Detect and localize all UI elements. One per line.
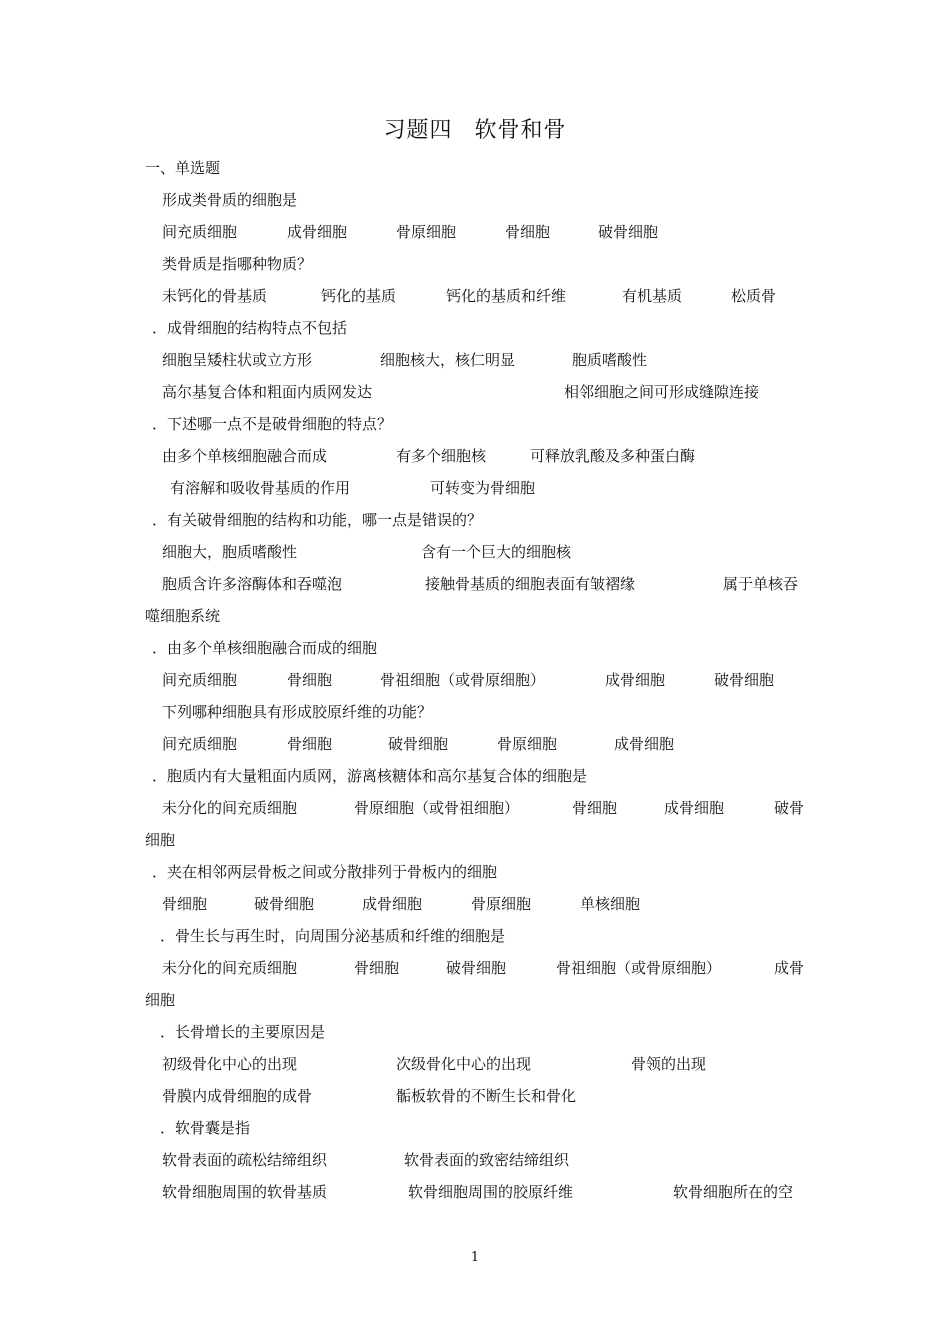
option: 次级骨化中心的出现 xyxy=(396,1055,532,1073)
option: 骨原细胞 xyxy=(396,223,457,241)
option: 有多个细胞核 xyxy=(396,447,487,465)
option: 初级骨化中心的出现 xyxy=(162,1055,298,1073)
option: 成骨细胞 xyxy=(664,799,725,817)
option: 间充质细胞 xyxy=(162,671,238,689)
question-stem: ．有关破骨细胞的结构和功能，哪一点是错误的？ xyxy=(152,511,483,529)
option-continuation: 噬细胞系统 xyxy=(145,607,221,625)
option: 胞质嗜酸性 xyxy=(572,351,648,369)
option: 骨细胞 xyxy=(287,735,333,753)
option: 骨祖细胞（或骨原细胞） xyxy=(556,959,722,977)
option: 成骨细胞 xyxy=(605,671,666,689)
option-continuation: 细胞 xyxy=(145,831,176,849)
page-number: 1 xyxy=(470,1250,480,1265)
option: 骨祖细胞（或骨原细胞） xyxy=(380,671,546,689)
option: 有机基质 xyxy=(622,287,683,305)
option: 骨细胞 xyxy=(354,959,400,977)
question-stem: ．夹在相邻两层骨板之间或分散排列于骨板内的细胞 xyxy=(152,863,498,881)
option: 骨细胞 xyxy=(505,223,551,241)
option: 破骨细胞 xyxy=(254,895,315,913)
option: 骨细胞 xyxy=(287,671,333,689)
option: 细胞呈矮柱状或立方形 xyxy=(162,351,313,369)
question-stem: ．由多个单核细胞融合而成的细胞 xyxy=(152,639,378,657)
option: 钙化的基质和纤维 xyxy=(446,287,567,305)
option: 成骨细胞 xyxy=(287,223,348,241)
option: 软骨表面的致密结缔组织 xyxy=(404,1151,570,1169)
option: 钙化的基质 xyxy=(321,287,397,305)
title-part-1: 习题四 xyxy=(383,118,453,143)
option: 可释放乳酸及多种蛋白酶 xyxy=(530,447,696,465)
option: 单核细胞 xyxy=(580,895,641,913)
page-title xyxy=(0,113,950,144)
option: 骨膜内成骨细胞的成骨 xyxy=(162,1087,313,1105)
option: 成骨细胞 xyxy=(614,735,675,753)
question-stem: 下列哪种细胞具有形成胶原纤维的功能？ xyxy=(162,703,433,721)
option: 软骨细胞周围的软骨基质 xyxy=(162,1183,328,1201)
option: 可转变为骨细胞 xyxy=(430,479,536,497)
option: 成骨细胞 xyxy=(362,895,423,913)
option: 破骨细胞 xyxy=(446,959,507,977)
option: 破骨细胞 xyxy=(598,223,659,241)
option: 破骨细胞 xyxy=(388,735,449,753)
option: 属于单核吞 xyxy=(723,575,799,593)
option: 未分化的间充质细胞 xyxy=(162,799,298,817)
option: 骨原细胞（或骨祖细胞） xyxy=(354,799,520,817)
option: 未钙化的骨基质 xyxy=(162,287,268,305)
option-continuation: 细胞 xyxy=(145,991,176,1009)
option: 骨原细胞 xyxy=(471,895,532,913)
option: 细胞核大，核仁明显 xyxy=(380,351,516,369)
option: 成骨 xyxy=(774,959,805,977)
option: 间充质细胞 xyxy=(162,223,238,241)
option: 软骨表面的疏松结缔组织 xyxy=(162,1151,328,1169)
option: 接触骨基质的细胞表面有皱褶缘 xyxy=(425,575,636,593)
option: 高尔基复合体和粗面内质网发达 xyxy=(162,383,373,401)
option: 未分化的间充质细胞 xyxy=(162,959,298,977)
option: 含有一个巨大的细胞核 xyxy=(421,543,572,561)
question-stem: 形成类骨质的细胞是 xyxy=(162,191,298,209)
option: 胞质含许多溶酶体和吞噬泡 xyxy=(162,575,343,593)
option: 细胞大，胞质嗜酸性 xyxy=(162,543,298,561)
option: 由多个单核细胞融合而成 xyxy=(162,447,328,465)
option: 骨原细胞 xyxy=(497,735,558,753)
section-heading: 一、单选题 xyxy=(145,159,221,177)
option: 骨细胞 xyxy=(162,895,208,913)
question-stem: ．下述哪一点不是破骨细胞的特点？ xyxy=(152,415,393,433)
question-stem: ．长骨增长的主要原因是 xyxy=(160,1023,326,1041)
question-stem: ．成骨细胞的结构特点不包括 xyxy=(152,319,348,337)
option: 相邻细胞之间可形成缝隙连接 xyxy=(564,383,760,401)
option: 破骨 xyxy=(774,799,805,817)
option: 骨领的出现 xyxy=(631,1055,707,1073)
option: 破骨细胞 xyxy=(714,671,775,689)
option: 间充质细胞 xyxy=(162,735,238,753)
option: 软骨细胞所在的空 xyxy=(673,1183,794,1201)
question-stem: ．软骨囊是指 xyxy=(160,1119,251,1137)
option: 骨细胞 xyxy=(572,799,618,817)
option: 软骨细胞周围的胶原纤维 xyxy=(408,1183,574,1201)
question-stem: ．胞质内有大量粗面内质网，游离核糖体和高尔基复合体的细胞是 xyxy=(152,767,588,785)
question-stem: 类骨质是指哪种物质？ xyxy=(162,255,313,273)
title-part-2: 软骨和骨 xyxy=(474,118,567,143)
question-stem: ．骨生长与再生时，向周围分泌基质和纤维的细胞是 xyxy=(160,927,506,945)
option: 松质骨 xyxy=(731,287,777,305)
option: 有溶解和吸收骨基质的作用 xyxy=(170,479,351,497)
option: 骺板软骨的不断生长和骨化 xyxy=(396,1087,577,1105)
